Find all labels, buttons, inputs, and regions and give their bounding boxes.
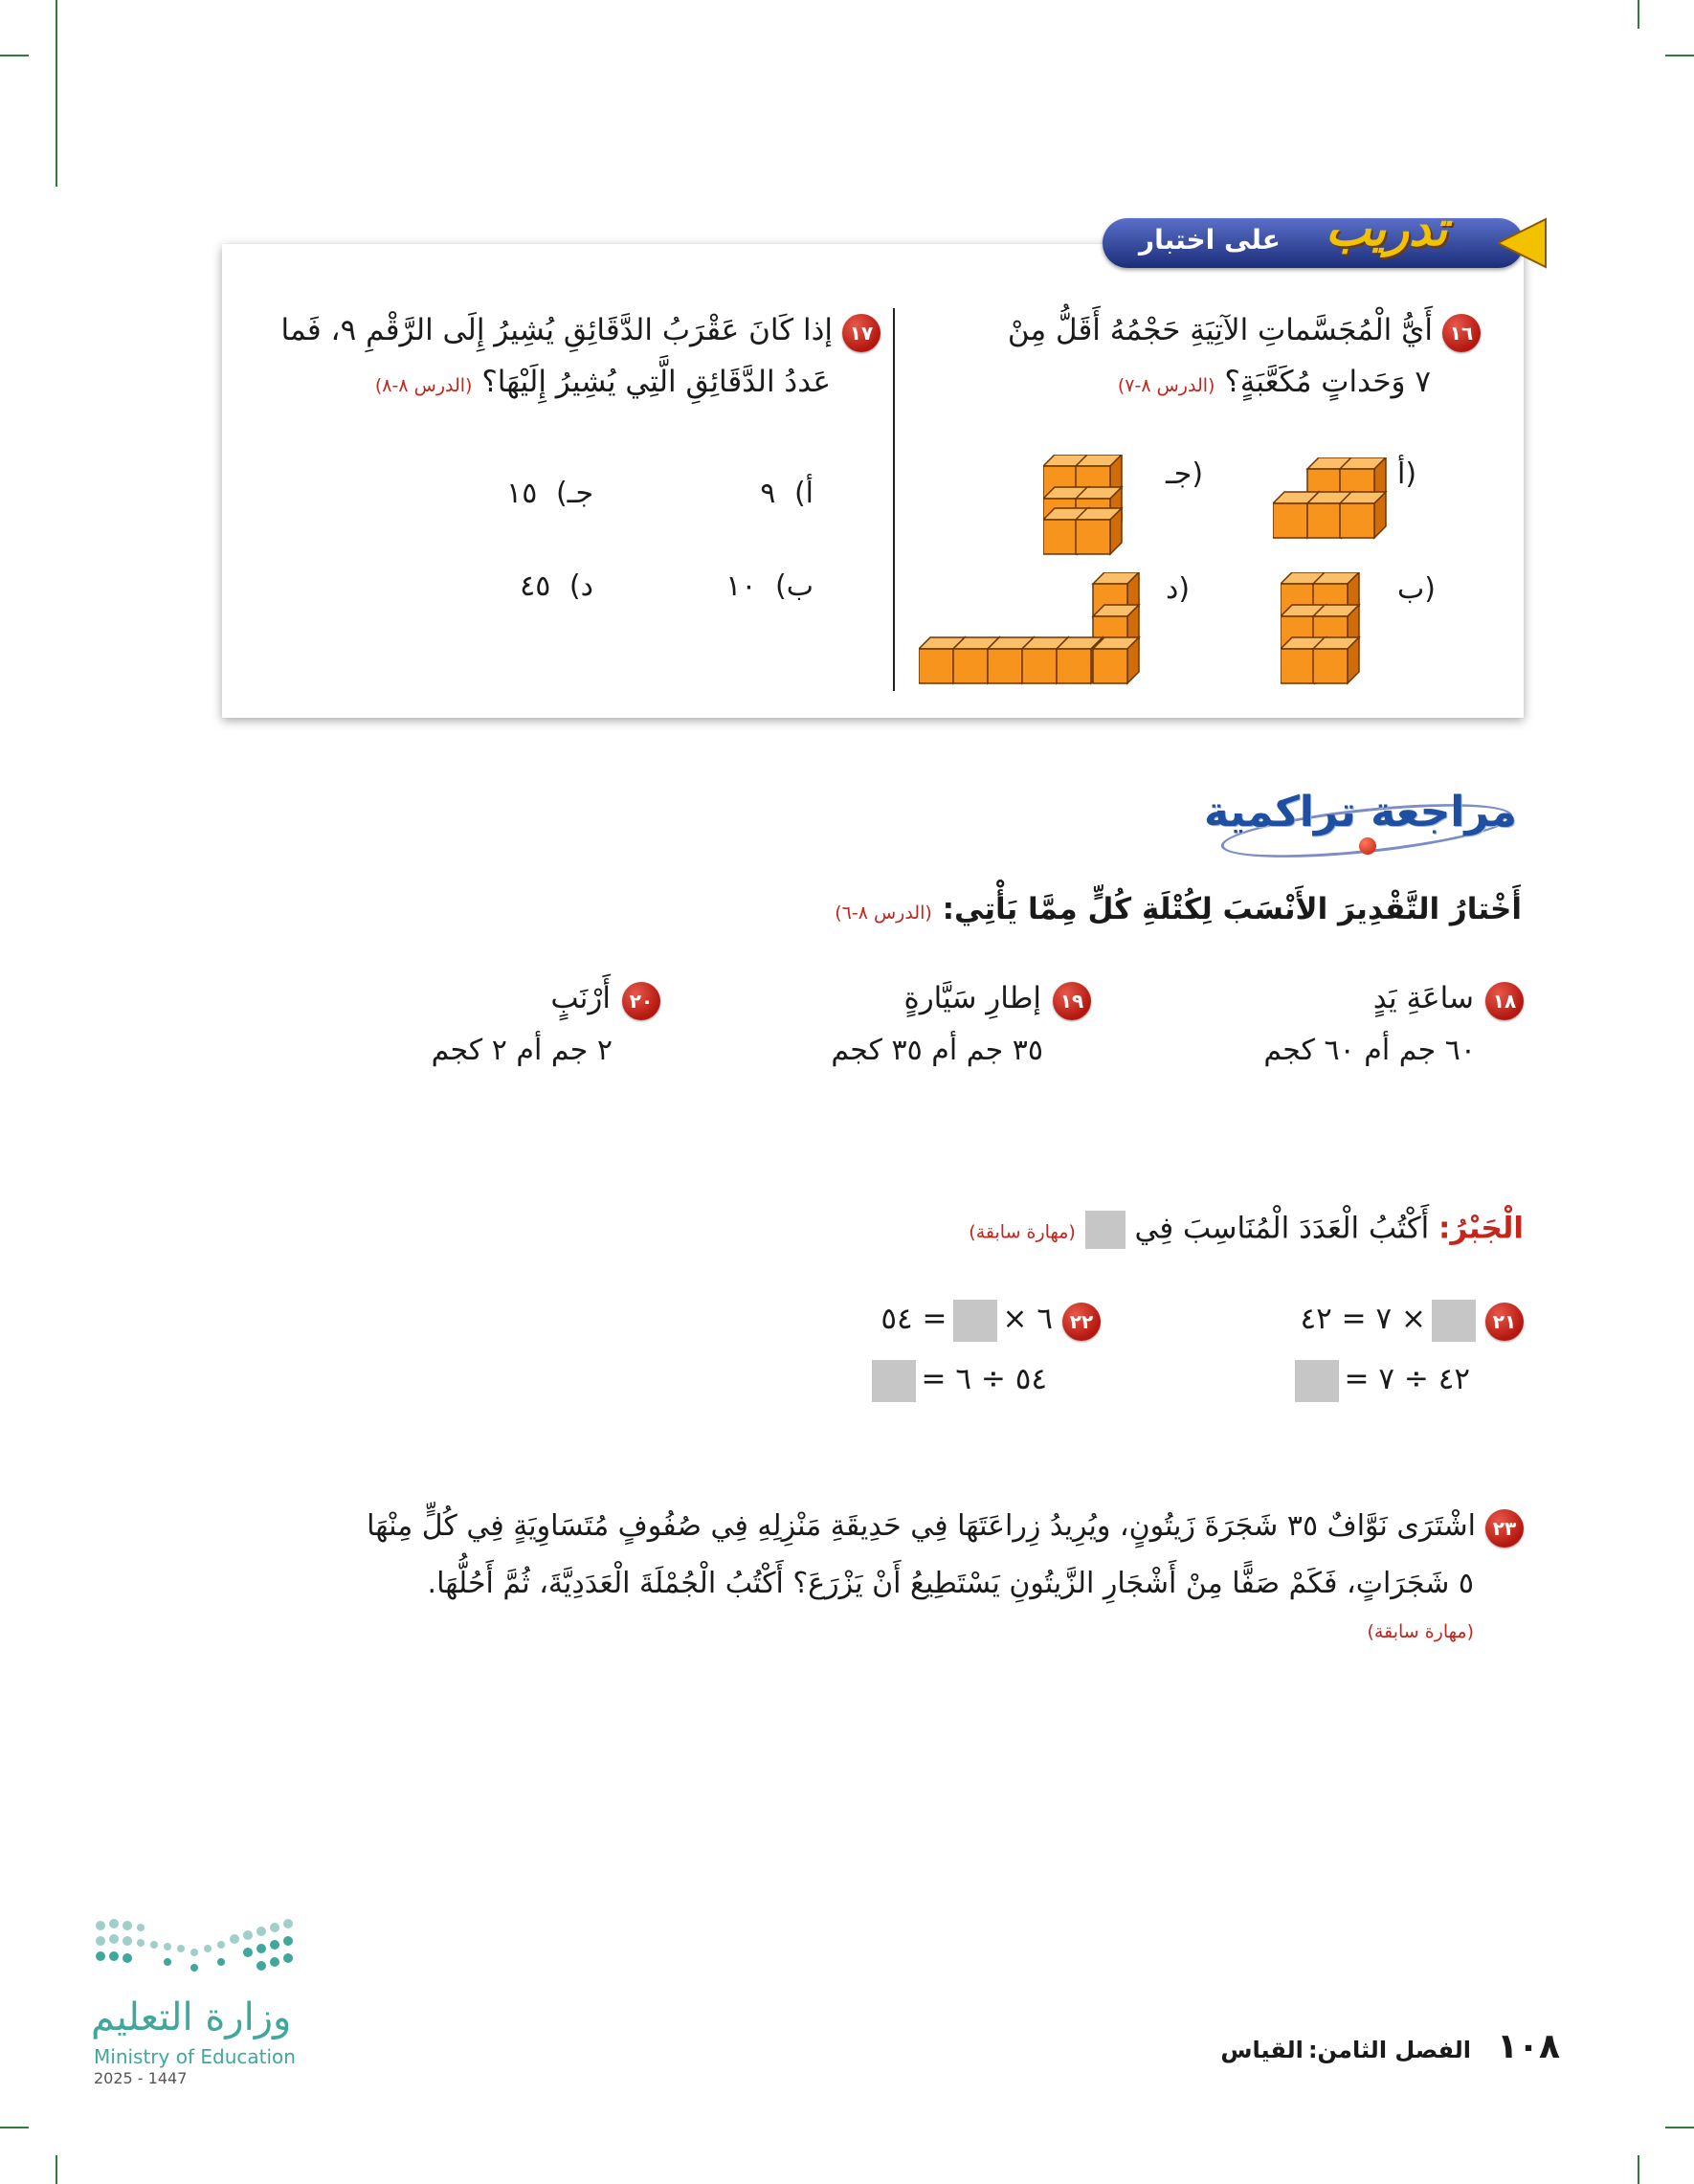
- q17-option-c-value: ١٥: [506, 477, 538, 510]
- q19-number: ١٩: [1053, 982, 1091, 1020]
- q22-blank-1[interactable]: [953, 1300, 997, 1342]
- crop-mark: [1638, 0, 1639, 29]
- question-20: [345, 974, 660, 1080]
- q16-option-b-label[interactable]: ب): [1397, 572, 1436, 606]
- q22-number: ٢٢: [1062, 1303, 1101, 1341]
- column-divider: [893, 308, 895, 691]
- q17-option-a[interactable]: [708, 477, 814, 510]
- crop-mark: [56, 0, 57, 187]
- q16-line2: [904, 356, 1481, 412]
- q17-option-c[interactable]: [459, 477, 593, 510]
- chapter-label: الفصل الثامن:: [1307, 2037, 1471, 2063]
- ministry-year: 2025 - 1447: [94, 2069, 188, 2087]
- q20-number: ٢٠: [622, 982, 660, 1020]
- q17-lesson: (الدرس ٨-٨): [374, 375, 473, 396]
- q17-option-d[interactable]: [459, 569, 593, 603]
- q17-option-a-value: ٩: [760, 477, 776, 510]
- q22-equation-1b: = ٥٤: [880, 1302, 947, 1336]
- q19-label: إطارِ سَيَّارةٍ: [903, 981, 1041, 1015]
- q21-equation-2: ٤٢ ÷ ٧ =: [1344, 1362, 1470, 1396]
- estimate-lesson: (الدرس ٨-٦): [835, 903, 932, 924]
- q16-lesson: (الدرس ٨-٧): [1117, 375, 1215, 396]
- question-22: [833, 1292, 1101, 1413]
- q16-number: ١٦: [1442, 314, 1481, 352]
- q23-text-2: ٥ شَجَرَاتٍ، فَكَمْ صَفًّا مِنْ أَشْجَارِ الزَّيتُونِ يَسْتَطِيعُ أَنْ يَزْرَعَ؟ أَكْتُبُ الْجُمْلَةَ الْعَدَدِيَّةَ، ثُمَّ أَحُلُّهَا.: [427, 1567, 1474, 1600]
- q16-line1: [904, 304, 1481, 356]
- q21-equation-1: × ٧ = ٤٢: [1300, 1302, 1426, 1336]
- q17-line2: [239, 356, 880, 412]
- page-footer: [1101, 2027, 1560, 2066]
- q17-line1: [239, 304, 880, 356]
- cumulative-review-heading: [1182, 780, 1527, 866]
- q16-option-d-figure[interactable]: [919, 572, 1158, 697]
- q17-text: إذا كَانَ عَقْرَبُ الدَّقَائِقِ يُشِيرُ إِلَى الرَّقْمِ ٩، فَما: [280, 313, 833, 347]
- question-21: [1244, 1292, 1524, 1413]
- chapter-topic: القياس: [1220, 2037, 1304, 2063]
- q18-label: ساعَةِ يَدٍ: [1372, 981, 1474, 1015]
- page-number: ١٠٨: [1497, 2027, 1560, 2066]
- q17-number: ١٧: [842, 314, 880, 352]
- q23-skill: (مهارة سابقة): [1367, 1621, 1474, 1642]
- q18-choice: ٦٠ جم أم ٦٠ كجم: [1263, 1034, 1476, 1067]
- blank-box-icon: [1085, 1211, 1126, 1249]
- crop-mark: [1638, 2155, 1639, 2184]
- algebra-label: الْجَبْرُ:: [1438, 1211, 1524, 1246]
- algebra-instruction: [766, 1211, 1524, 1249]
- q16-option-c-label[interactable]: جـ): [1166, 457, 1204, 491]
- q17-option-c-label: جـ): [555, 477, 593, 510]
- crop-mark: [1665, 2127, 1694, 2128]
- estimate-instruction-text: أَخْتارُ التَّقْدِيرَ الأَنْسَبَ لِكُتْلَةِ كُلٍّ مِمَّا يَأْتِي:: [942, 892, 1522, 926]
- ministry-name-en: Ministry of Education: [94, 2045, 296, 2068]
- q16-option-d-label[interactable]: د): [1166, 572, 1191, 606]
- q16-text-2: ٧ وَحَداتٍ مُكَعَّبَةٍ؟: [1224, 365, 1431, 399]
- q22-blank-2[interactable]: [872, 1360, 916, 1402]
- practice-banner: [1091, 201, 1550, 282]
- q23-number: ٢٣: [1485, 1509, 1524, 1548]
- question-18: [1148, 974, 1524, 1080]
- q17-option-a-label: أ): [793, 477, 814, 510]
- q17-option-d-value: ٤٥: [520, 569, 551, 603]
- q17-option-b-label: ب): [775, 569, 814, 603]
- q21-blank-2[interactable]: [1295, 1360, 1339, 1402]
- q20-choice: ٢ جم أم ٢ كجم: [431, 1034, 613, 1067]
- q20-label: أَرْنَبٍ: [550, 981, 611, 1015]
- algebra-instruction-text: أَكْتُبُ الْعَدَدَ الْمُنَاسِبَ فِي: [1134, 1211, 1430, 1246]
- q17-option-d-label: د): [568, 569, 593, 603]
- cumulative-review-title: مراجعة تراكمية: [1204, 788, 1517, 836]
- q16-option-c-figure[interactable]: [1043, 455, 1158, 560]
- banner-arrow-icon: [1498, 214, 1550, 272]
- q22-equation-2: ٥٤ ÷ ٦ =: [921, 1362, 1047, 1396]
- crop-mark: [1665, 55, 1694, 56]
- ministry-name-ar: وزارة التعليم: [91, 1995, 292, 2039]
- q18-number: ١٨: [1485, 982, 1524, 1020]
- q16-option-a-label[interactable]: أ): [1397, 457, 1417, 491]
- q22-equation-1a: ٦ ×: [1002, 1302, 1053, 1336]
- q16-option-a-figure[interactable]: [1273, 457, 1388, 553]
- question-19: [727, 974, 1091, 1080]
- question-23: [230, 1498, 1524, 1651]
- q19-choice: ٣٥ جم أم ٣٥ كجم: [831, 1034, 1043, 1067]
- q21-blank-1[interactable]: [1432, 1300, 1476, 1342]
- q17-option-b-value: ١٠: [725, 569, 757, 603]
- q16-text: أَيُّ الْمُجَسَّماتِ الآتِيَةِ حَجْمُهُ أَقَلُّ مِنْ: [1007, 313, 1433, 347]
- ministry-logo-icon: [91, 1914, 301, 1991]
- estimate-instruction: [670, 892, 1522, 926]
- q23-text-1: اشْتَرَى نَوَّافٌ ٣٥ شَجَرَةَ زَيتُونٍ، ويُرِيدُ زِراعَتَهَا فِي حَدِيقَةِ مَنْزِلِهِ فِي صُفُوفٍ مُتَسَاوِيَةٍ فِي كُلٍّ مِنْهَا: [367, 1509, 1476, 1543]
- question-16: [904, 304, 1481, 412]
- crop-mark: [0, 55, 29, 56]
- algebra-skill: (مهارة سابقة): [969, 1221, 1076, 1243]
- crop-mark: [56, 2155, 57, 2184]
- crop-mark: [0, 2127, 29, 2128]
- q17-text-2: عَددُ الدَّقَائِقِ الَّتِي يُشِيرُ إِلَيْهَا؟: [481, 365, 831, 399]
- banner-title: تدريب: [1326, 201, 1448, 256]
- q17-option-b[interactable]: [689, 569, 814, 603]
- q21-number: ٢١: [1485, 1303, 1524, 1341]
- q16-option-b-figure[interactable]: [1281, 572, 1376, 697]
- question-17: [239, 304, 880, 412]
- banner-subtitle: على اختبار: [1139, 224, 1281, 256]
